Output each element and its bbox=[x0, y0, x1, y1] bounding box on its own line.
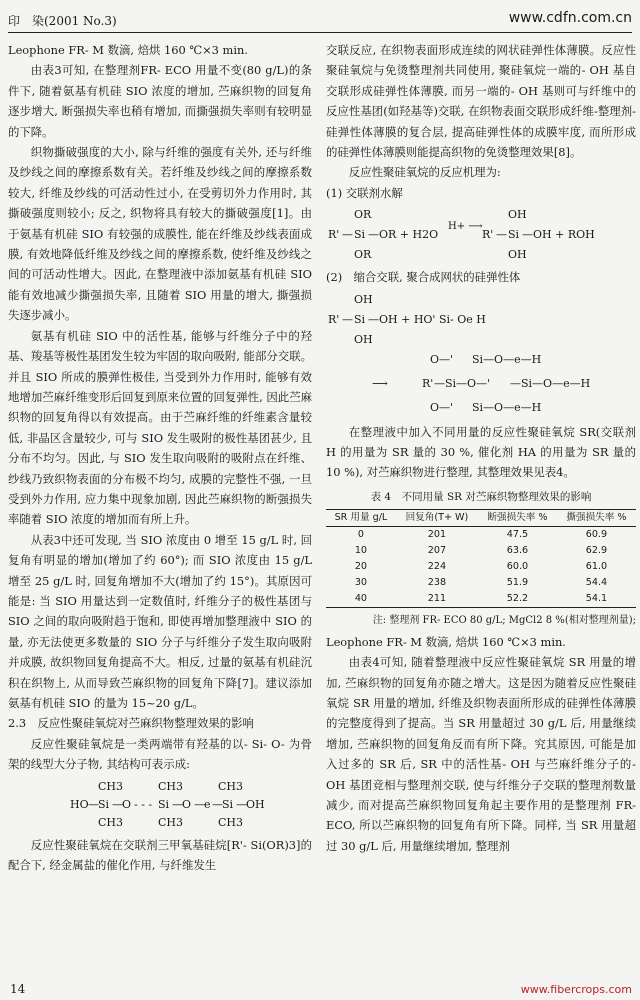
paragraph: 反应性聚硅氧烷是一类两端带有羟基的以- Si- O- 为骨架的线型大分子物, 其结构可表示成: bbox=[8, 736, 312, 772]
hydrolysis-equation: OR R' — Si —OR + H2O OR H+ ⟶ OH R' — Si —OH + ROH OH bbox=[328, 208, 595, 262]
paragraph: 反应性聚硅氧烷在交联剂三甲氧基硅烷[R'- Si(OR)3]的配合下, 经金属盐的催化作用, 与纤维发生 bbox=[8, 837, 312, 873]
watermark: www.fibercrops.com bbox=[520, 983, 632, 996]
table-row: 0 201 47.5 60.9 bbox=[357, 529, 608, 541]
table-row: 10 207 63.6 62.9 bbox=[354, 545, 608, 557]
paragraph: 反应性聚硅氧烷的反应机理为: bbox=[348, 165, 501, 180]
condensation-equation: OH R' — Si —OH + HO' Si- Oe H OH bbox=[328, 292, 486, 346]
table-row: 40 211 52.2 54.1 bbox=[326, 591, 636, 608]
table-row: 20 224 60.0 61.0 bbox=[354, 561, 608, 573]
column-header: SR 用量 g/L bbox=[326, 510, 396, 527]
paragraph: 在整理液中加入不同用量的反应性聚硅氧烷 SR(交联剂 H 的用量为 SR 量的 30 %, 催化剂 HA 的用量为 SR 量的 10 %), 对苎麻织物进行整理, 其整理效果见表4。 bbox=[326, 424, 636, 480]
paragraph: 从表3中还可发现, 当 SIO 浓度由 0 增至 15 g/L 时, 回复角有明显的增加(增加了约 60°); 而 SIO 浓度由 15 g/L 增至 25 g/L 时, 回复角增加不大(增加了约 15°)。其原因可能是: 当 SIO 用量达到一定数值时, 纤维分子的极性基团与 SIO 之间的取向吸附趋于饱和, 即使再增加整理液中 SIO 的量, 亦无法使更多数量的 SIO 分子与纤维分子发生取向吸附并成膜, 故织物回复角提高不大。相反, 过量的氨基有机硅沉积在织物上, 从而导致苎麻织物的回复角下降[7]。建议添加氨基有机硅 SIO 的量为 15~20 g/L。 bbox=[8, 532, 312, 710]
table-note: 注: 整理剂 FR- ECO 80 g/L; MgCl2 8 %(相对整理剂量); bbox=[372, 615, 636, 627]
column-header: 回复角(T+ W) bbox=[396, 510, 478, 527]
column-header: 断强损失率 % bbox=[478, 510, 557, 527]
site-url: www.cdfn.com.cn bbox=[508, 10, 632, 26]
table3-note-continued: Leophone FR- M 数滴, 焙烘 160 ℃×3 min. bbox=[8, 43, 248, 57]
paragraph: 织物撕破强度的大小, 除与纤维的强度有关外, 还与纤维及纱线之间的摩擦系数有关。若纤维及纱线之间的摩擦系数较大, 纤维及纱线的可活动性过小, 在受剪切外力作用时, 其撕破强度则较小; 反之, 织物将具有较大的撕破强度[1]。由于氨基有机硅 SIO 有较强的成膜性, 能在纤维及纱线表面成膜, 有效地降低纤维及纱线之间的摩擦系数, 使纤维及纱线之间的可活动性增大。因此, 在整理液中添加氨基有机硅 SIO 能有效地减少撕强损失率, 且随着 SIO 用量的增大, 撕强损失逐步减小。 bbox=[8, 145, 312, 323]
paragraph: 由表3可知, 在整理剂FR- ECO 用量不变(80 g/L)的条件下, 随着氨基有机硅 SIO 浓度的增加, 苎麻织物的回复角逐步增大, 断强损失率也稍有增加, 而撕强损失率则有较明显的下降。 bbox=[8, 63, 312, 139]
table-header-row bbox=[326, 510, 636, 527]
step-heading: (1) 交联剂水解 bbox=[326, 185, 403, 200]
page-number: 14 bbox=[10, 982, 26, 996]
table-4 bbox=[326, 509, 636, 608]
paragraph: 由表4可知, 随着整理液中反应性聚硅氧烷 SR 用量的增加, 苎麻织物的回复角亦随之增大。这是因为随着反应性聚硅氧烷 SR 用量的增加, 纤维及织物表面所形成的硅弹性体薄膜的完整度得到了提高。当 SR 用量超过 30 g/L 后, 用量继续增加, 苎麻织物的回复角反而有所下降。究其原因, 可能是加入过多的 SR 后, SR 中的活性基- OH 与苎麻纤维分子的- OH 基团竞相与整理剂交联, 使与纤维分子交联的整理剂数量减少, 而对提高苎麻织物回复角起主要作用的是整理剂 FR- ECO, 所以苎麻织物的回复角有所下降。同样, 当 SR 用量超过 30 g/L 后, 用量继续增加, 整理剂 bbox=[326, 655, 636, 853]
paragraph: 氨基有机硅 SIO 中的活性基, 能够与纤维分子中的羟基、羧基等极性基团发生较为牢固的取向吸附, 能部分交联。并且 SIO 所成的膜弹性极佳, 当受到外力作用时, 能够有效地增加苎麻纤维变形后回复到原来位置的回复弹性, 因此苎麻织物的回复角得以有效提高。由于苎麻纤维的纤维素含量较低, 非晶区含量较少, 可与 SIO 发生吸附的极性基团甚少, 且分布不均匀。因此, 与 SIO 发生取向吸附的吸附点在纤维、纱线乃致织物表面的分布极不均匀, 成膜的完整性不强, 一旦受到外力作用, 应力集中现象加剧, 因此苎麻织物的断强损失率随着 SIO 浓度的增加而有所上升。 bbox=[8, 328, 312, 527]
network-product-structure: O—' Si—O—e—H ⟶ R' —Si—O—' —Si—O—e—H O—' Si—O—e—H bbox=[372, 352, 591, 414]
journal-name: 印 染(2001 No.3) bbox=[8, 14, 117, 28]
right-column bbox=[326, 40, 636, 856]
left-column bbox=[8, 40, 312, 875]
polysiloxane-structure-formula: CH3 CH3 CH3 HO — Si — O - - - Si — O — e — Si — OH CH3 CH3 CH3 bbox=[70, 779, 265, 829]
column-header: 撕强损失率 % bbox=[557, 510, 636, 527]
table-note-continued: Leophone FR- M 数滴, 焙烘 160 ℃×3 min. bbox=[326, 634, 566, 649]
running-header bbox=[8, 10, 632, 33]
table-caption: 表 4 不同用量 SR 对苎麻织物整理效果的影响 bbox=[370, 490, 592, 503]
step-heading: (2) 缩合交联, 聚合成网状的硅弹性体 bbox=[326, 270, 521, 285]
paragraph: 交联反应, 在织物表面形成连续的网状硅弹性体薄膜。反应性聚硅氧烷与免烫整理剂共同使用, 聚硅氧烷一端的- OH 基自交联形成硅弹性体薄膜, 而另一端的- OH 基则可与纤维中的反应性基团(如羟基等)交联, 在织物表面交联形成纤维-整理剂-硅弹性体薄膜的复合层, 提高硅弹性体的成膜牢度, 而所形成的硅弹性体薄膜则能提高织物的免烫整理效果[8]。 bbox=[326, 43, 636, 160]
section-heading: 2.3 反应性聚硅氧烷对苎麻织物整理效果的影响 bbox=[8, 716, 254, 731]
table-row: 30 238 51.9 54.4 bbox=[354, 577, 608, 589]
